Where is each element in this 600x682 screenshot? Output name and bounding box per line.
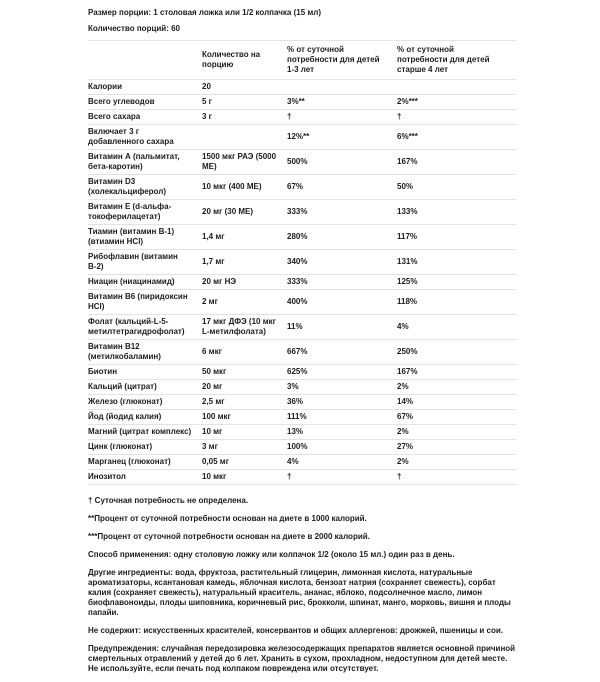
free-of-text: Не содержит: искусственных красителей, консервантов и общих аллергенов: дрожжей, пшеницы и сои. (88, 626, 503, 635)
table-row (88, 125, 516, 150)
nutrient-name: Магний (цитрат комплекс) (88, 425, 202, 440)
supplement-facts-table (88, 40, 516, 485)
nutrient-name: Всего сахара (88, 110, 202, 125)
nutrient-name: Включает 3 г добавленного сахара (88, 125, 202, 150)
daily-value-1-3: 500% (287, 150, 397, 175)
daily-value-1-3: 625% (287, 365, 397, 380)
amount-per-serving: 3 г (202, 110, 287, 125)
table-row (88, 425, 516, 440)
daily-value-1-3: 667% (287, 340, 397, 365)
table-row (88, 340, 516, 365)
amount-per-serving: 17 мкг ДФЭ (10 мкг L-метилфолата) (202, 315, 287, 340)
table-row (88, 150, 516, 175)
directions-text: Способ применения: одну столовую ложку или колпачок 1/2 (около 15 мл.) один раз в день. (88, 550, 455, 559)
serving-size-text: Размер порции: 1 столовая ложка или 1/2 колпачка (15 мл) (88, 8, 322, 17)
nutrient-name: Тиамин (витамин В-1) (втиамин HCl) (88, 225, 202, 250)
daily-value-4plus: 2% (397, 455, 516, 470)
daily-value-4plus: 250% (397, 340, 516, 365)
daily-value-4plus: 125% (397, 275, 516, 290)
table-row (88, 470, 516, 485)
table-row (88, 410, 516, 425)
daily-value-4plus: 131% (397, 250, 516, 275)
table-row (88, 315, 516, 340)
info-paragraphs-section (88, 550, 516, 674)
header-daily-value-4plus: % от суточной потребности для детей старше 4 лет (397, 41, 516, 80)
amount-per-serving: 10 мкг (202, 470, 287, 485)
daily-value-1-3: 340% (287, 250, 397, 275)
amount-per-serving: 2,5 мг (202, 395, 287, 410)
nutrient-name: Цинк (глюконат) (88, 440, 202, 455)
table-row (88, 395, 516, 410)
supplement-facts-panel (88, 8, 516, 682)
table-header-row (88, 41, 516, 80)
table-row (88, 275, 516, 290)
nutrient-name: Витамин А (пальмитат, бета-каротин) (88, 150, 202, 175)
table-row (88, 365, 516, 380)
table-row (88, 225, 516, 250)
nutrient-name: Всего углеводов (88, 95, 202, 110)
amount-per-serving: 1,4 мг (202, 225, 287, 250)
daily-value-4plus: 67% (397, 410, 516, 425)
nutrient-name: Фолат (кальций-L-5-метилтетрагидрофолат) (88, 315, 202, 340)
nutrient-name: Витамин В12 (метилкобаламин) (88, 340, 202, 365)
nutrient-name: Витамин Е (d-альфа-токоферилацетат) (88, 200, 202, 225)
amount-per-serving (202, 125, 287, 150)
nutrient-name: Калории (88, 80, 202, 95)
daily-value-1-3: 3%** (287, 95, 397, 110)
daily-value-1-3: 36% (287, 395, 397, 410)
amount-per-serving: 10 мг (202, 425, 287, 440)
daily-value-1-3: 12%** (287, 125, 397, 150)
daily-value-1-3: 67% (287, 175, 397, 200)
amount-per-serving: 6 мкг (202, 340, 287, 365)
header-daily-value-1-3: % от суточной потребности для детей 1-3 лет (287, 41, 397, 80)
table-row (88, 455, 516, 470)
header-amount-per-serving: Количество на порцию (202, 41, 287, 80)
nutrient-name: Железо (глюконат) (88, 395, 202, 410)
servings-per-container-text: Количество порций: 60 (88, 24, 180, 33)
table-row (88, 250, 516, 275)
amount-per-serving: 3 мг (202, 440, 287, 455)
footnote-text: **Процент от суточной потребности основан на диете в 1000 калорий. (88, 514, 367, 523)
footnote-text: † Суточная потребность не определена. (88, 496, 249, 505)
daily-value-4plus (397, 80, 516, 95)
daily-value-4plus: 27% (397, 440, 516, 455)
amount-per-serving: 10 мкг (400 МЕ) (202, 175, 287, 200)
daily-value-1-3: 333% (287, 275, 397, 290)
table-row (88, 440, 516, 455)
table-row (88, 110, 516, 125)
other-ingredients-text: Другие ингредиенты: вода, фруктоза, растительный глицерин, лимонная кислота, натуральные ароматизаторы, ксантановая камедь, яблочная кислота, бензоат натрия (сохраняет свежесть), сорбат калия (сохраняет свежесть), натуральный краситель, ананас, яблоко, подсолнечное масло, лимон биофлавоноиды, плоды шиповника, коричневый рис, брокколи, шпинат, манго, морковь, вишня и плоды папайи. (88, 568, 511, 617)
footnotes-section (88, 496, 516, 542)
amount-per-serving: 100 мкг (202, 410, 287, 425)
daily-value-1-3: 11% (287, 315, 397, 340)
daily-value-1-3: 333% (287, 200, 397, 225)
amount-per-serving: 20 мг (30 МЕ) (202, 200, 287, 225)
table-row (88, 95, 516, 110)
daily-value-4plus: 2% (397, 425, 516, 440)
daily-value-1-3: 400% (287, 290, 397, 315)
amount-per-serving: 50 мкг (202, 365, 287, 380)
daily-value-1-3: 100% (287, 440, 397, 455)
nutrient-name: Йод (йодид калия) (88, 410, 202, 425)
footnote-text: ***Процент от суточной потребности основан на диете в 2000 калорий. (88, 532, 370, 541)
nutrient-name: Витамин В6 (пиридоксин HCl) (88, 290, 202, 315)
daily-value-4plus: 118% (397, 290, 516, 315)
daily-value-4plus: † (397, 110, 516, 125)
daily-value-4plus: 167% (397, 365, 516, 380)
amount-per-serving: 20 (202, 80, 287, 95)
table-row (88, 290, 516, 315)
daily-value-4plus: 2% (397, 380, 516, 395)
nutrient-name: Ниацин (ниацинамид) (88, 275, 202, 290)
amount-per-serving: 2 мг (202, 290, 287, 315)
table-row (88, 380, 516, 395)
daily-value-4plus: 2%*** (397, 95, 516, 110)
daily-value-4plus: † (397, 470, 516, 485)
table-row (88, 80, 516, 95)
daily-value-1-3: † (287, 110, 397, 125)
nutrient-name: Марганец (глюконат) (88, 455, 202, 470)
amount-per-serving: 1,7 мг (202, 250, 287, 275)
amount-per-serving: 20 мг (202, 380, 287, 395)
daily-value-4plus: 167% (397, 150, 516, 175)
daily-value-4plus: 6%*** (397, 125, 516, 150)
nutrient-name: Биотин (88, 365, 202, 380)
daily-value-4plus: 4% (397, 315, 516, 340)
daily-value-1-3 (287, 80, 397, 95)
nutrient-name: Кальций (цитрат) (88, 380, 202, 395)
table-row (88, 175, 516, 200)
daily-value-1-3: † (287, 470, 397, 485)
daily-value-4plus: 117% (397, 225, 516, 250)
daily-value-1-3: 13% (287, 425, 397, 440)
nutrient-name: Рибофлавин (витамин В-2) (88, 250, 202, 275)
daily-value-1-3: 3% (287, 380, 397, 395)
table-row (88, 200, 516, 225)
daily-value-4plus: 50% (397, 175, 516, 200)
supplement-facts-table-body (88, 80, 516, 485)
daily-value-1-3: 4% (287, 455, 397, 470)
nutrient-name: Витамин D3 (холекальциферол) (88, 175, 202, 200)
daily-value-1-3: 280% (287, 225, 397, 250)
amount-per-serving: 0,05 мг (202, 455, 287, 470)
amount-per-serving: 20 мг НЭ (202, 275, 287, 290)
daily-value-4plus: 133% (397, 200, 516, 225)
amount-per-serving: 5 г (202, 95, 287, 110)
amount-per-serving: 1500 мкг РАЭ (5000 МЕ) (202, 150, 287, 175)
warnings-text: Предупреждения: случайная передозировка железосодержащих препаратов является основной причиной смертельных отравлений у детей до 6 лет. Хранить в сухом, прохладном, недоступном для детей месте. Не используйте, если печать под колпаком повреждена или отсутствует. (88, 644, 516, 673)
nutrient-name: Инозитол (88, 470, 202, 485)
header-nutrient (88, 41, 202, 80)
daily-value-1-3: 111% (287, 410, 397, 425)
daily-value-4plus: 14% (397, 395, 516, 410)
